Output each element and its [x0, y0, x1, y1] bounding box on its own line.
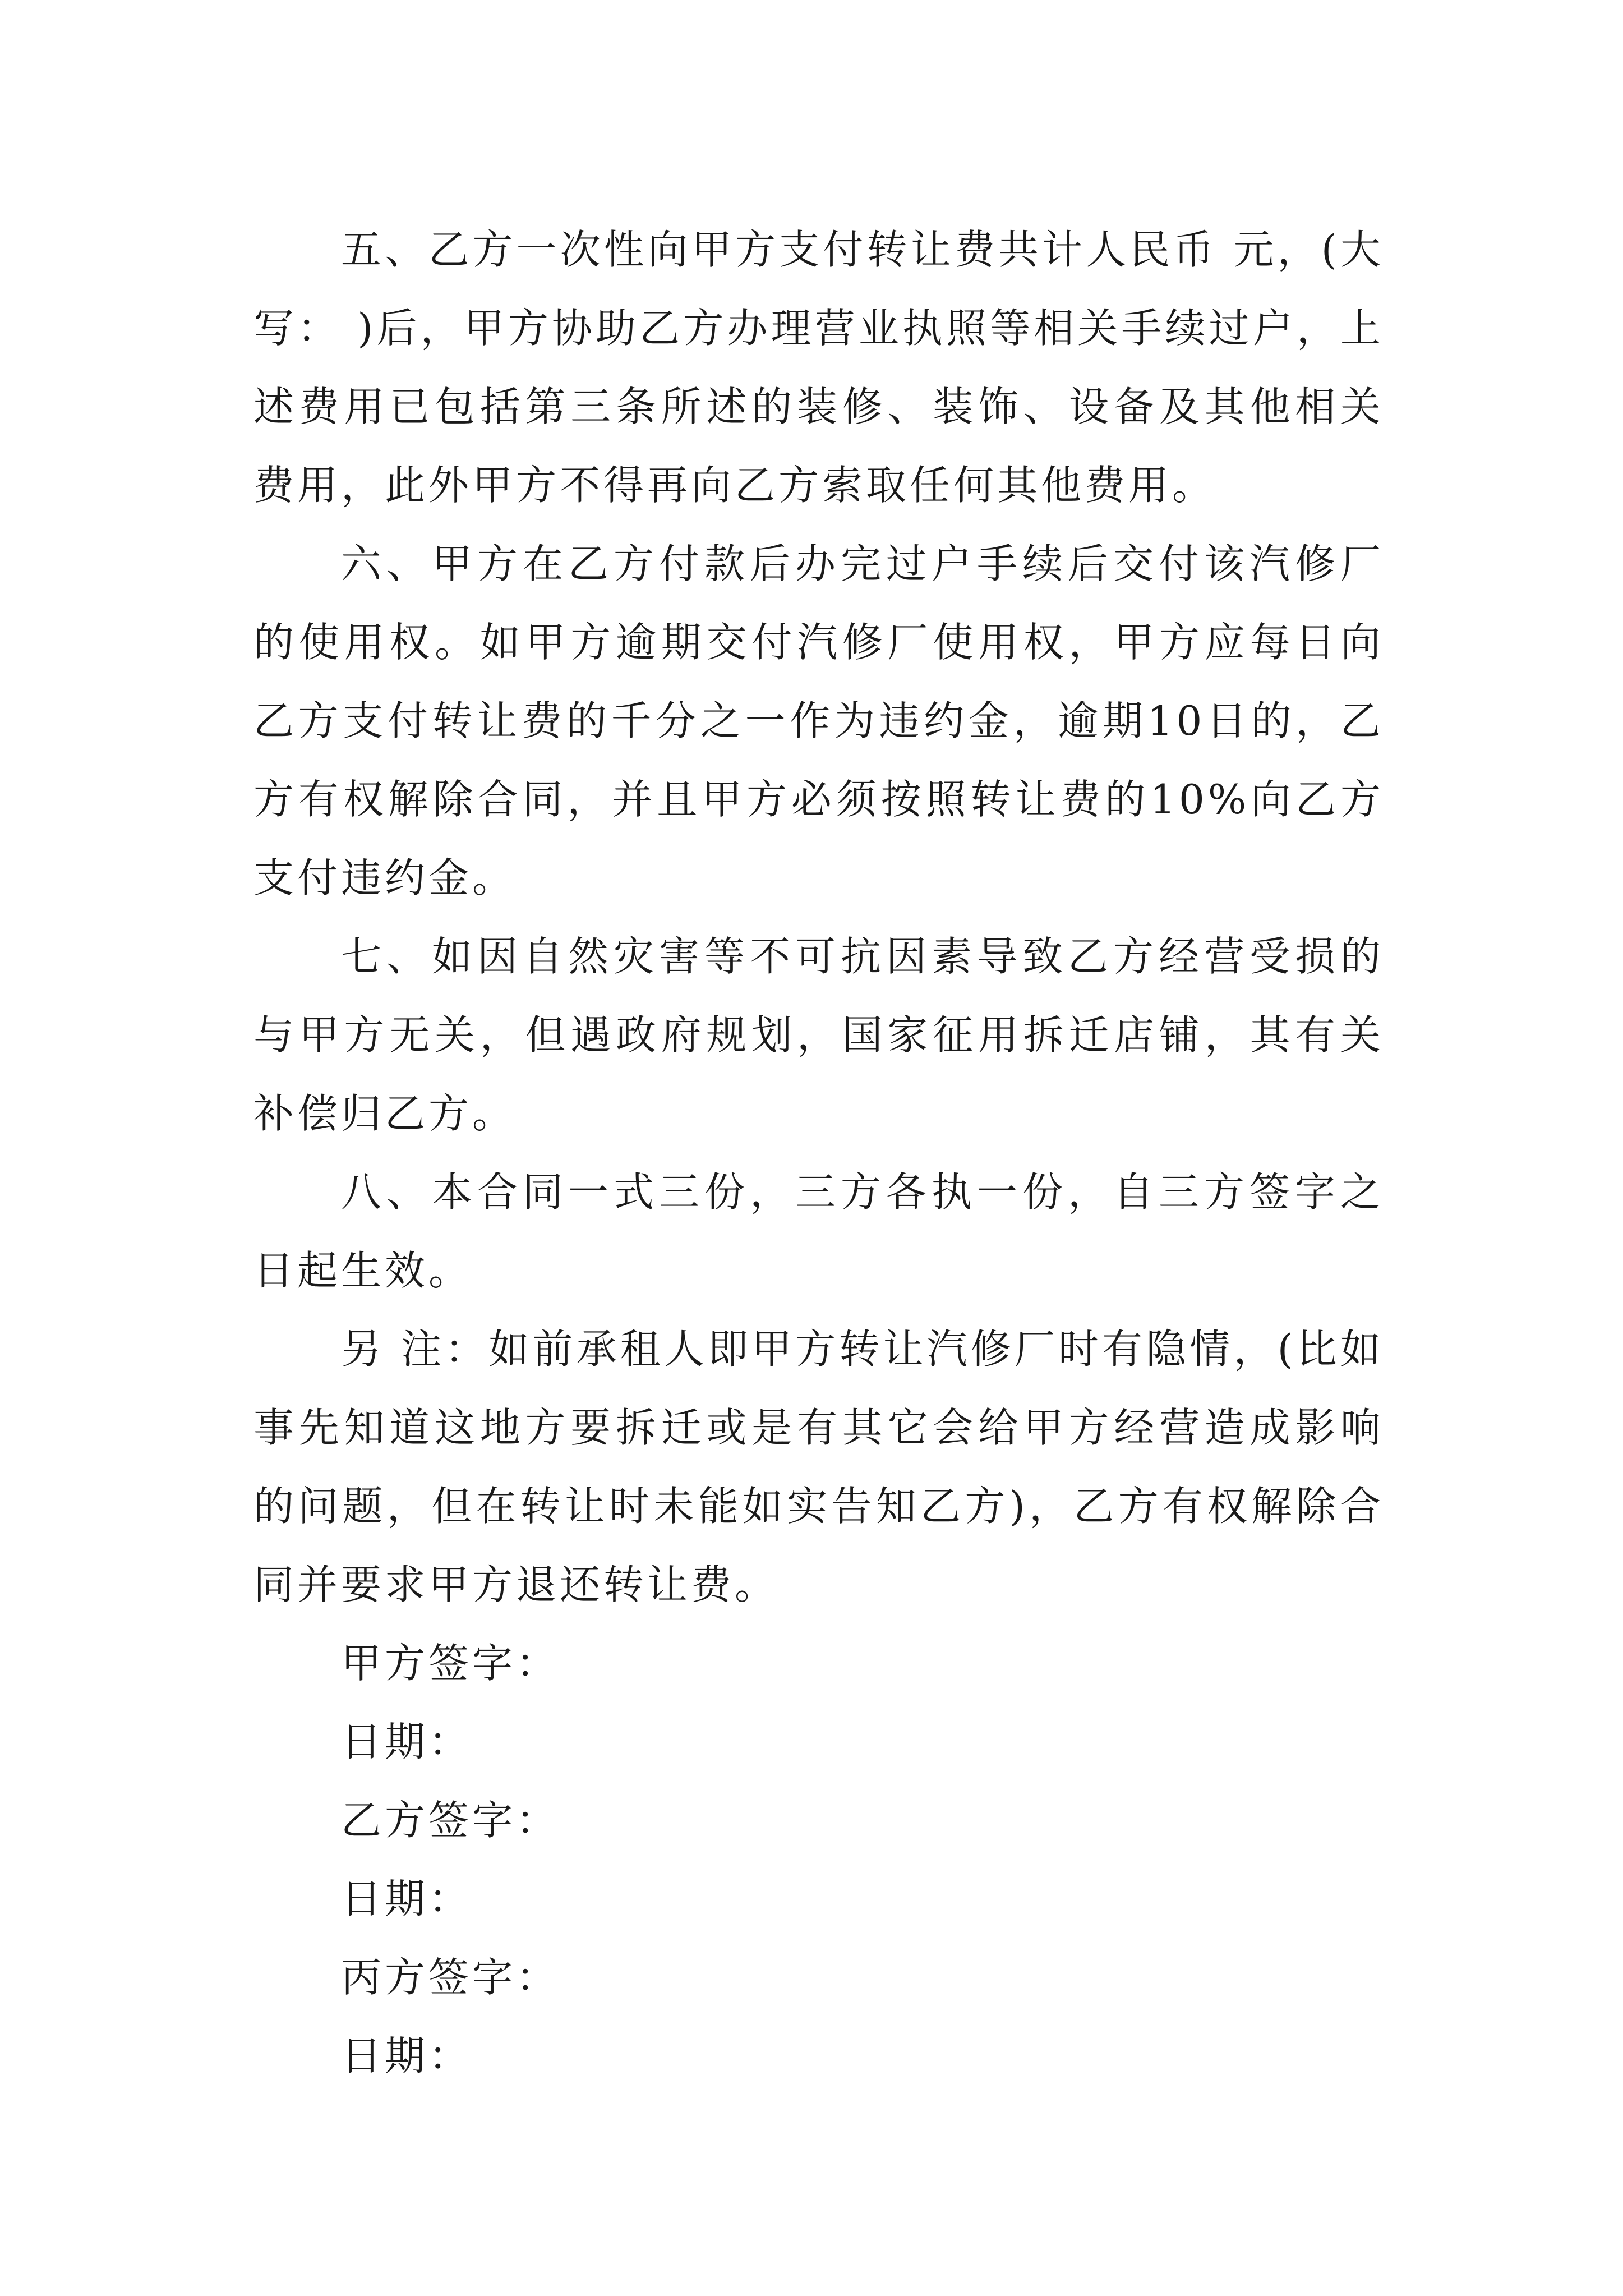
clause-eight: 八、本合同一式三份，三方各执一份，自三方签字之日起生效。 [253, 1168, 1384, 1294]
signature-block [253, 1624, 1384, 2095]
party-b-date-label: 日期： [341, 1875, 473, 1922]
party-c-signature-label: 丙方签字： [341, 1954, 560, 2001]
clause-seven: 七、如因自然灾害等不可抗因素导致乙方经营受损的与甲方无关，但遇政府规划，国家征用拆迁店铺，其有关补偿归乙方。 [253, 933, 1384, 1137]
party-a-signature-label: 甲方签字： [341, 1640, 560, 1687]
clause-six: 六、甲方在乙方付款后办完过户手续后交付该汽修厂的使用权。如甲方逾期交付汽修厂使用权，甲方应每日向乙方支付转让费的千分之一作为违约金，逾期10日的，乙方有权解除合同，并且甲方必须按照转让费的10%向乙方支付违约金。 [253, 540, 1384, 901]
party-c-date-label: 日期： [341, 2032, 473, 2079]
contract-body [253, 210, 1384, 2095]
clause-five: 五、乙方一次性向甲方支付转让费共计人民币 元，(大写： )后，甲方协助乙方办理营业执照等相关手续过户，上述费用已包括第三条所述的装修、装饰、设备及其他相关费用，此外甲方不得再向乙方索取任何其他费用。 [253, 226, 1384, 509]
additional-note: 另 注：如前承租人即甲方转让汽修厂时有隐情，(比如事先知道这地方要拆迁或是有其它会给甲方经营造成影响的问题，但在转让时未能如实告知乙方)，乙方有权解除合同并要求甲方退还转让费。 [253, 1326, 1384, 1608]
party-b-signature-label: 乙方签字： [341, 1797, 560, 1844]
party-a-date-label: 日期： [341, 1718, 473, 1765]
